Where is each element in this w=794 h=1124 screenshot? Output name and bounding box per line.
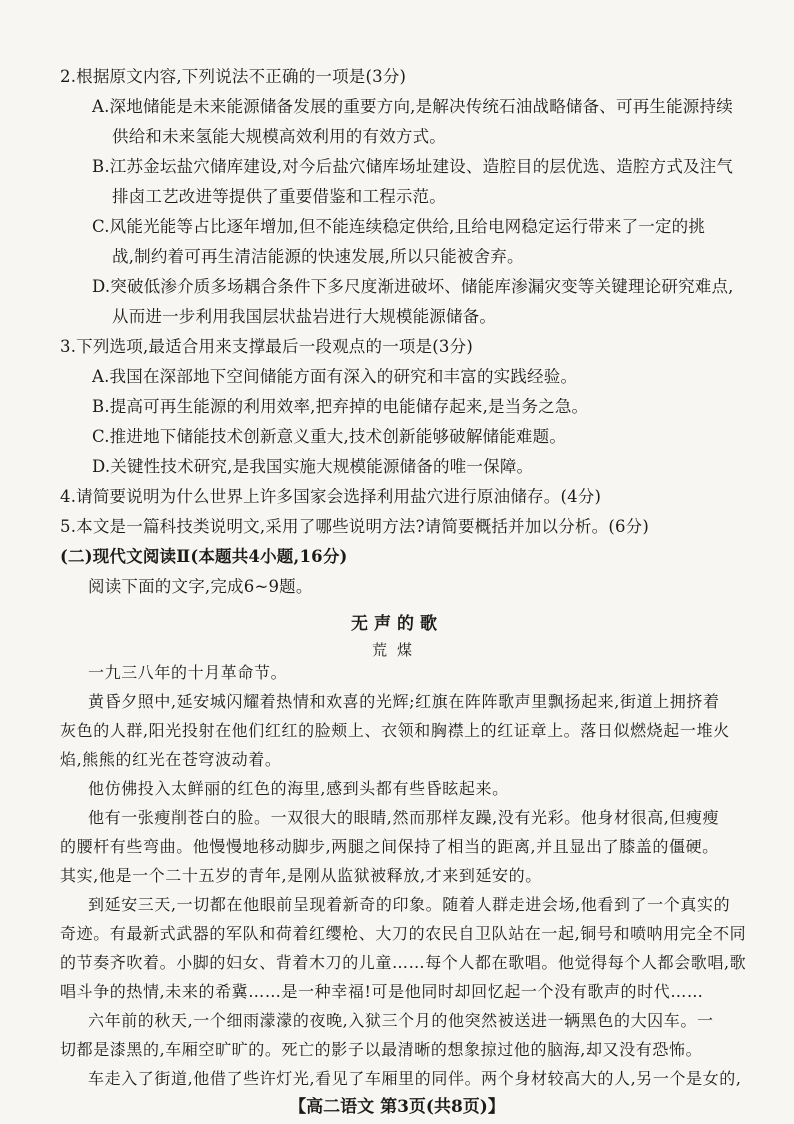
question-2-option-b-cont: 排卤工艺改进等提供了重要借鉴和工程示范。 xyxy=(112,187,446,206)
story-line: 的节奏齐吹着。小脚的妇女、背着木刀的儿童……每个人都在歌唱。他觉得每个人都会歌唱,歌 xyxy=(60,953,747,972)
story-line: 切都是漆黑的,车厢空旷旷的。死亡的影子以最清晰的想象掠过他的脑海,却又没有恐怖。 xyxy=(60,1040,703,1059)
question-3-option-a: A.我国在深部地下空间储能方面有深入的研究和丰富的实践经验。 xyxy=(92,367,578,386)
story-author: 荒煤 xyxy=(371,641,422,659)
question-2-option-b: B.江苏金坛盐穴储库建设,对今后盐穴储库场址建设、造腔目的层优选、造腔方式及注气 xyxy=(92,157,734,176)
story-line: 焰,熊熊的红光在苍穹波动着。 xyxy=(60,750,282,769)
question-3-stem: 3.下列选项,最适合用来支撑最后一段观点的一项是(3分) xyxy=(60,337,473,356)
section-2-heading: (二)现代文阅读Ⅱ(本题共4小题,16分) xyxy=(60,547,348,566)
page-footer: 【高二语文 第3页(共8页)】 xyxy=(289,1097,505,1117)
story-line: 到延安三天,一切都在他眼前呈现着新奇的印象。随着人群走进会场,他看到了一个真实的 xyxy=(88,895,731,914)
question-2-option-c: C.风能光能等占比逐年增加,但不能连续稳定供给,且给电网稳定运行带来了一定的挑 xyxy=(92,217,706,236)
question-3-option-d: D.关键性技术研究,是我国实施大规模能源储备的唯一保障。 xyxy=(92,457,534,476)
story-line: 车走入了街道,他借了些许灯光,看见了车厢里的同伴。两个身材较高大的人,另一个是女的, xyxy=(88,1069,742,1088)
question-3-option-c: C.推进地下储能技术创新意义重大,技术创新能够破解储能难题。 xyxy=(92,427,567,446)
story-line: 一九三八年的十月革命节。 xyxy=(88,663,288,682)
story-line: 他仿佛投入太鲜丽的红色的海里,感到头都有些昏眩起来。 xyxy=(88,779,509,798)
question-4: 4.请简要说明为什么世界上许多国家会选择利用盐穴进行原油储存。(4分) xyxy=(60,487,602,506)
story-line: 唱斗争的热情,未来的希冀……是一种幸福!可是他同时却回忆起一个没有歌声的时代…… xyxy=(60,982,704,1001)
question-2-stem: 2.根据原文内容,下列说法不正确的一项是(3分) xyxy=(60,67,407,86)
question-2-option-a: A.深地储能是未来能源储备发展的重要方向,是解决传统石油战略储备、可再生能源持续 xyxy=(92,97,733,116)
story-line: 其实,他是一个二十五岁的青年,是刚从监狱被释放,才来到延安的。 xyxy=(60,866,542,885)
section-2-instruction: 阅读下面的文字,完成6~9题。 xyxy=(88,577,313,596)
question-2-option-d-cont: 从而进一步利用我国层状盐岩进行大规模能源储备。 xyxy=(112,307,497,326)
story-line: 灰色的人群,阳光投射在他们红红的脸颊上、衣领和胸襟上的红证章上。落日似燃烧起一堆火 xyxy=(60,721,730,740)
question-3-option-b: B.提高可再生能源的利用效率,把弃掉的电能储存起来,是当务之急。 xyxy=(92,397,589,416)
question-2-option-a-cont: 供给和未来氢能大规模高效利用的有效方式。 xyxy=(112,127,446,146)
story-line: 六年前的秋天,一个细雨濛濛的夜晚,入狱三个月的他突然被送进一辆黑色的大囚车。一 xyxy=(88,1011,714,1030)
story-line: 奇迹。有最新式武器的军队和荷着红缨枪、大刀的农民自卫队站在一起,铜号和喷呐用完全不同 xyxy=(60,924,747,943)
story-line: 的腰杆有些弯曲。他慢慢地移动脚步,两腿之间保持了相当的距离,并且显出了膝盖的僵硬。 xyxy=(60,837,719,856)
question-5: 5.本文是一篇科技类说明文,采用了哪些说明方法?请简要概括并加以分析。(6分) xyxy=(60,517,650,536)
story-line: 黄昏夕照中,延安城闪耀着热情和欢喜的光辉;红旗在阵阵歌声里飘扬起来,街道上拥挤着 xyxy=(88,692,720,711)
question-2-option-c-cont: 战,制约着可再生清洁能源的快速发展,所以只能被舍弃。 xyxy=(112,247,524,266)
story-title: 无声的歌 xyxy=(351,614,443,634)
question-2-option-d: D.突破低渗介质多场耦合条件下多尺度渐进破坏、储能库渗漏灾变等关键理论研究难点, xyxy=(92,277,734,296)
story-line: 他有一张瘦削苍白的脸。一双很大的眼睛,然而那样友躁,没有光彩。他身材很高,但瘦瘦 xyxy=(88,808,720,827)
